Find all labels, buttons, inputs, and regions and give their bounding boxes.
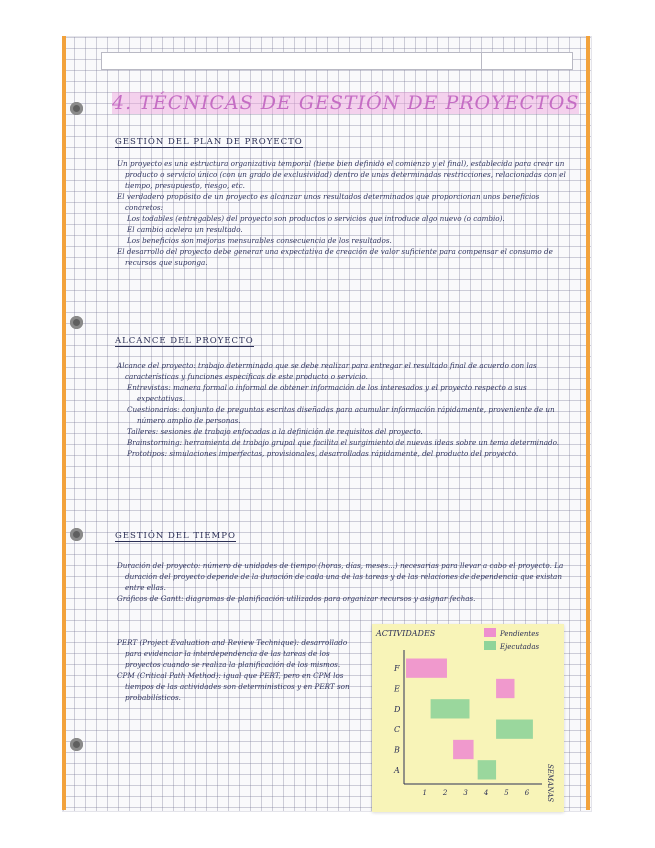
- legend-swatch: [484, 641, 496, 650]
- section-heading-plan: GESTIÓN DEL PLAN DE PROYECTO: [115, 137, 303, 147]
- gantt-bar-a: [478, 760, 496, 779]
- sub-item: Prototipos: simulaciones imperfectas, provisionales, desarrolladas rápidamente, del producto del proyecto.: [127, 449, 519, 458]
- sub-item: Los todables (entregables) del proyecto son productos o servicios que introduce algo nuevo (o cambio).: [127, 214, 505, 223]
- sub-item: Entrevistas: manera formal o informal de obtener información de los interesados y el proyecto respecto a sus expectativas.: [127, 383, 527, 403]
- y-tick-label: F: [394, 664, 400, 674]
- chart-legend: [484, 628, 539, 651]
- section-body-alcance: [115, 360, 570, 459]
- gantt-chart: [372, 624, 564, 812]
- gantt-bar-d: [431, 699, 470, 718]
- y-tick-label: E: [394, 684, 400, 694]
- bullet-item: PERT (Project Evaluation and Review Technique): desarrollado para evidenciar la interdependencia de las tareas de los proyectos cuando se realiza la planificación de los mismos.: [117, 638, 348, 669]
- y-tick-label: C: [394, 725, 401, 735]
- gantt-bar-b: [453, 740, 473, 759]
- legend-swatch: [484, 628, 496, 637]
- section-heading-alcance: ALCANCE DEL PROYECTO: [115, 336, 254, 346]
- x-tick-label: 3: [463, 789, 468, 797]
- x-tick-label: 4: [483, 789, 489, 797]
- binder-hole: [70, 528, 83, 541]
- binder-hole: [70, 102, 83, 115]
- page-title: 4. TÉCNICAS DE GESTIÓN DE PROYECTOS: [112, 92, 580, 114]
- y-tick-label: B: [394, 745, 400, 755]
- header-box: [101, 52, 483, 70]
- header-box-date: [481, 52, 573, 70]
- sticky-note-gantt: [372, 624, 564, 812]
- x-tick-label: 6: [524, 789, 530, 797]
- y-axis-title: ACTIVIDADES: [376, 629, 436, 638]
- y-tick-label: D: [394, 704, 401, 714]
- bullet-item: Un proyecto es una estructura organizativa temporal (tiene bien definido el comienzo y el final), establecida para crear un producto o servicio único (con un grado de exclusividad) dentro de unas determinadas restricciones, relacionadas con el tiempo, presupuesto, riesgo, etc.: [117, 159, 566, 190]
- gantt-bar-f: [406, 659, 447, 678]
- bullet-item: Gráficos de Gantt: diagramas de planificación utilizados para organizar recursos y asignar fechas.: [117, 594, 476, 603]
- section-body-tiempo-narrow: [115, 637, 365, 703]
- gantt-bar-e: [496, 679, 514, 698]
- gantt-bars: [406, 659, 533, 780]
- legend-label: Ejecutadas: [500, 643, 540, 651]
- sub-item: El cambio acelera un resultado.: [127, 225, 243, 234]
- section-body-tiempo: [115, 560, 570, 604]
- y-tick-label: A: [394, 765, 400, 775]
- x-tick-label: 5: [504, 789, 509, 797]
- page-edge-right: [586, 36, 590, 810]
- bullet-item: Duración del proyecto: número de unidades de tiempo (horas, días, meses...) necesarias para llevar a cabo el proyecto. La duración del proyecto depende de la duración de cada una de las tareas y de las relaciones de dependencia que existan entre ellas.: [117, 561, 564, 592]
- x-tick-label: 1: [422, 789, 427, 797]
- binder-hole: [70, 316, 83, 329]
- bullet-item: Alcance del proyecto: trabajo determinado que se debe realizar para entregar el resultado final de acuerdo con las características y funciones específicas de este producto o servicio.: [117, 361, 537, 381]
- bullet-item: El verdadero propósito de un proyecto es alcanzar unos resultados determinados que proporcionan unos beneficios concretos:: [117, 192, 540, 212]
- x-axis-title: SEMANAS: [546, 764, 554, 803]
- section-body-plan: [115, 158, 570, 268]
- page-edge-left: [62, 36, 66, 810]
- sub-item: Brainstorming: herramienta de trabajo grupal que facilita el surgimiento de nuevas ideas sobre un tema determinado.: [127, 438, 560, 447]
- binder-hole: [70, 738, 83, 751]
- gantt-bar-c: [496, 720, 533, 739]
- x-tick-labels: [422, 789, 529, 797]
- section-heading-tiempo: GESTIÓN DEL TIEMPO: [115, 531, 236, 541]
- y-tick-labels: [393, 664, 401, 775]
- sub-item: Cuestionarios: conjunto de preguntas escritas diseñadas para acumular información rápidamente, proveniente de un número amplio de personas.: [127, 405, 555, 425]
- sub-item: Los beneficios son mejoras mensurables consecuencia de los resultados.: [127, 236, 392, 245]
- bullet-item: El desarrollo del proyecto debe generar una expectativa de creación de valor suficiente para compensar el consumo de recursos que suponga.: [117, 247, 553, 267]
- sub-item: Talleres: sesiones de trabajo enfocadas a la definición de requisitos del proyecto.: [127, 427, 423, 436]
- x-tick-label: 2: [442, 789, 448, 797]
- legend-label: Pendientes: [500, 630, 539, 638]
- bullet-item: CPM (Critical Path Method): igual que PERT, pero en CPM los tiempos de las actividades son deterministicos y en PERT son probabilísticos.: [117, 671, 350, 702]
